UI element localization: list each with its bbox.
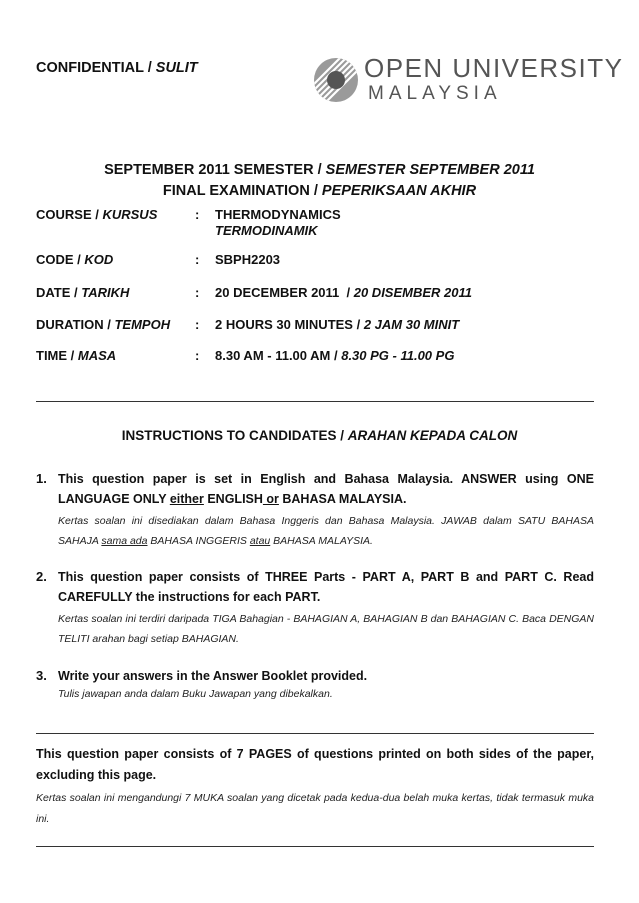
colon: : (195, 207, 200, 222)
duration-value: 2 HOURS 30 MINUTES / 2 JAM 30 MINIT (215, 317, 460, 332)
instructions-heading: INSTRUCTIONS TO CANDIDATES / ARAHAN KEPADA CALON (121, 428, 518, 443)
instruction-2-my: Kertas soalan ini terdiri daripada TIGA Bahagian - BAHAGIAN A, BAHAGIAN B dan BAHAGIAN C. Baca DENGAN TELITI arahan bagi setiap BAHAGIAN. (58, 613, 594, 645)
instruction-3-my: Tulis jawapan anda dalam Buku Jawapan yang dibekalkan. (58, 688, 333, 700)
instruction-number: 2. (36, 569, 47, 584)
exam-heading: FINAL EXAMINATION / PEPERIKSAAN AKHIR (162, 183, 477, 199)
instruction-2-en: This question paper consists of THREE Parts - PART A, PART B and PART C. Read CAREFULLY the instructions for each PART. (58, 570, 594, 604)
instruction-number: 1. (36, 471, 47, 486)
instruction-1-my: Kertas soalan ini disediakan dalam Bahasa Inggeris dan Bahasa Malaysia. JAWAB dalam SATU BAHASA SAHAJA sama ada BAHASA INGGERIS atau BAHASA MALAYSIA. (58, 515, 594, 547)
time-value: 8.30 AM - 11.00 AM / 8.30 PG - 11.00 PG (215, 348, 455, 363)
logo-country-name: MALAYSIA (368, 83, 502, 104)
divider (36, 401, 594, 402)
divider (36, 846, 594, 847)
course-value: THERMODYNAMICS (215, 207, 341, 222)
semester-heading: SEPTEMBER 2011 SEMESTER / SEMESTER SEPTEMBER 2011 (104, 162, 535, 178)
colon: : (195, 285, 200, 300)
colon: : (195, 348, 200, 363)
code-value: SBPH2203 (215, 252, 281, 267)
logo-university-name: OPEN UNIVERSITY (364, 53, 624, 83)
instruction-3-en: Write your answers in the Answer Booklet provided. (58, 669, 368, 683)
colon: : (195, 317, 200, 332)
course-value-my: TERMODINAMIK (215, 223, 318, 238)
instruction-1-en: This question paper is set in English and Bahasa Malaysia. ANSWER using ONE LANGUAGE ONLY either ENGLISH or BAHASA MALAYSIA. (58, 472, 594, 506)
duration-label: DURATION / TEMPOH (36, 317, 171, 332)
page-count-note-my: Kertas soalan ini mengandungi 7 MUKA soalan yang dicetak pada kedua-dua belah muka kertas, tidak termasuk muka ini. (36, 792, 594, 825)
oum-crest-icon (312, 56, 360, 104)
course-label: COURSE / KURSUS (36, 207, 158, 222)
date-label: DATE / TARIKH (36, 285, 130, 300)
university-logo (312, 52, 624, 114)
code-label: CODE / KOD (36, 252, 114, 267)
date-value: 20 DECEMBER 2011 / 20 DISEMBER 2011 (215, 285, 472, 300)
page-count-note-en: This question paper consists of 7 PAGES of questions printed on both sides of the paper, excluding this page. (36, 747, 594, 782)
colon: : (195, 252, 200, 267)
time-label: TIME / MASA (36, 348, 117, 363)
divider (36, 733, 594, 734)
instruction-number: 3. (36, 668, 47, 683)
confidential-label: CONFIDENTIAL / SULIT (36, 60, 198, 76)
